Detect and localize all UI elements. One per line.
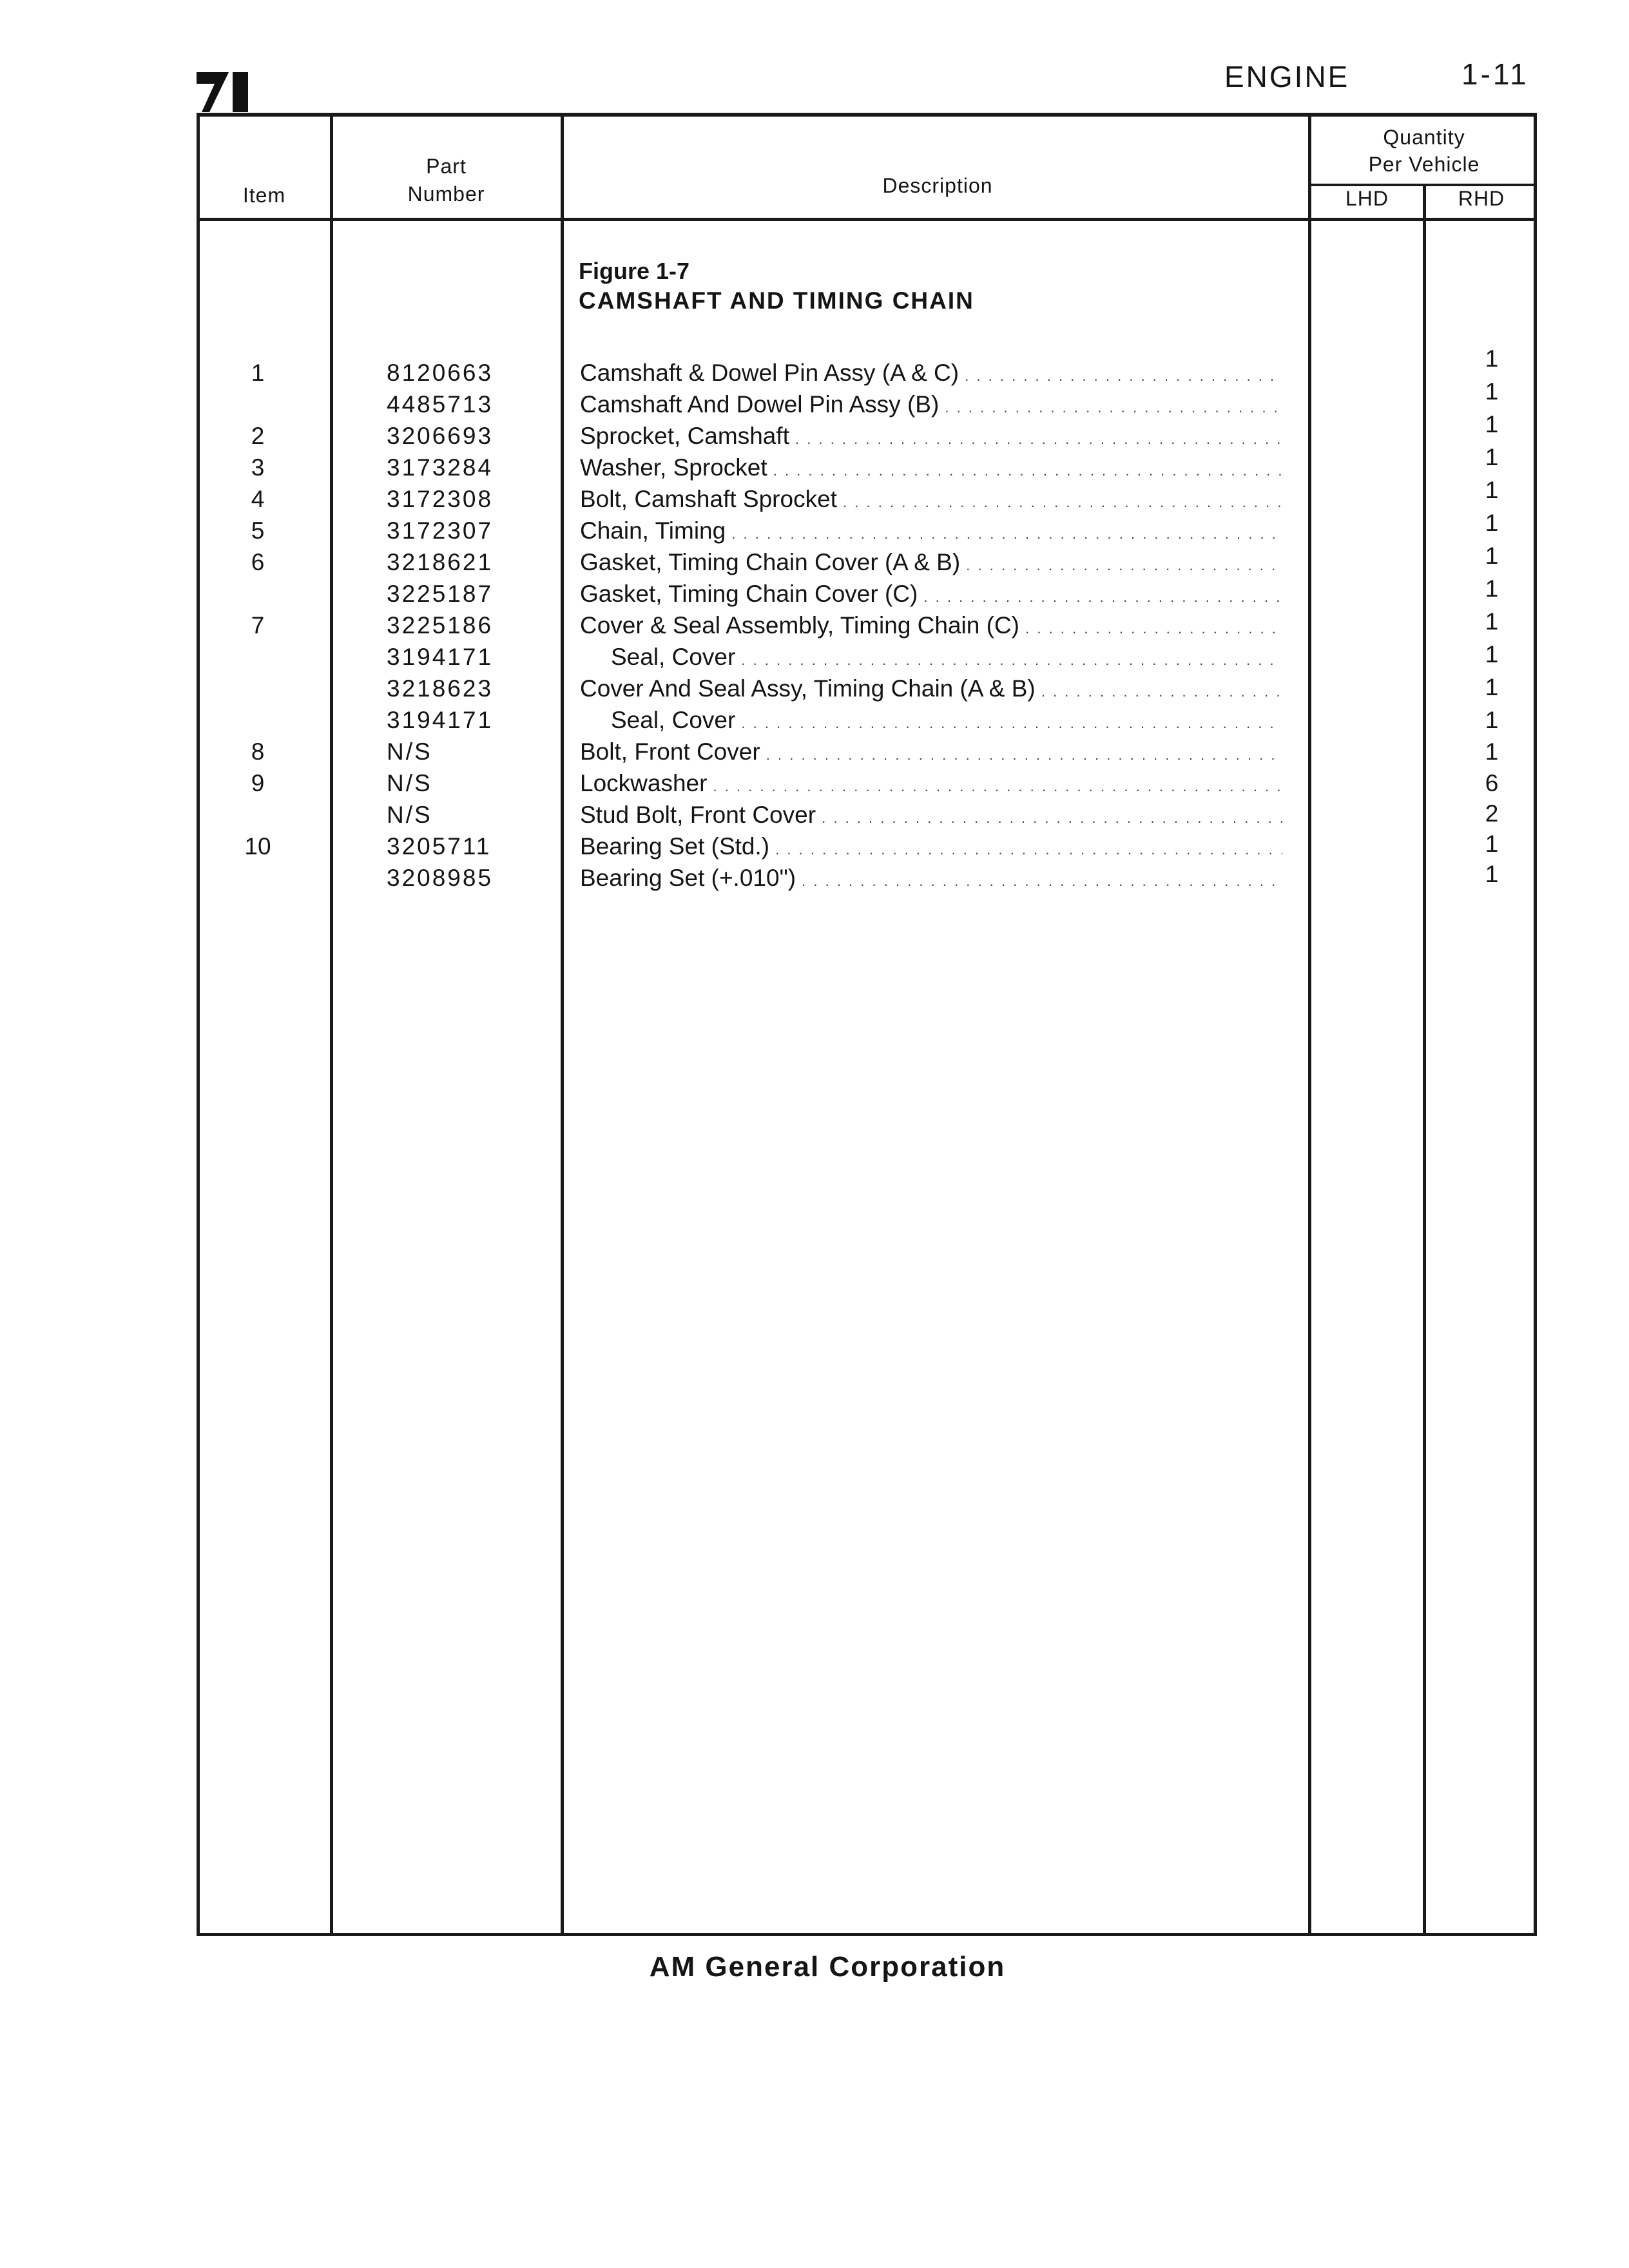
table-row <box>0 575 1629 611</box>
description: Seal, Cover . . . <box>580 707 1282 734</box>
table-row <box>0 608 1629 643</box>
part-number: 8120663 <box>387 360 494 386</box>
header-part-line2: Number <box>407 182 485 206</box>
item-number: 7 <box>251 612 265 639</box>
header-lhd: LHD <box>1345 187 1389 210</box>
description: Cover & Seal Assembly, Timing Chain (C) . . . <box>580 612 1282 639</box>
qty-rhd: 1 <box>1485 477 1499 503</box>
qty-rhd: 1 <box>1485 674 1499 700</box>
item-number: 2 <box>251 423 265 449</box>
part-number: 3208985 <box>387 865 494 891</box>
quantity-divider <box>1308 184 1537 186</box>
table-row <box>0 861 1629 896</box>
qty-rhd: 6 <box>1485 770 1499 796</box>
item-number: 6 <box>251 549 265 575</box>
qty-rhd: 1 <box>1485 641 1499 668</box>
qty-rhd: 1 <box>1485 345 1499 372</box>
description: Seal, Cover . . . <box>580 644 1282 671</box>
description: Washer, Sprocket . . . <box>580 454 1282 481</box>
description: Sprocket, Camshaft . . . <box>580 423 1282 450</box>
part-number: N/S <box>387 738 432 765</box>
header-divider <box>197 218 1537 221</box>
table-row <box>0 675 1629 706</box>
table-row <box>0 444 1629 485</box>
part-number: 3173284 <box>387 454 494 481</box>
part-number: 3206693 <box>387 423 494 449</box>
part-number: 3172307 <box>387 517 494 544</box>
part-number: 3194171 <box>387 644 494 670</box>
item-number: 1 <box>251 360 265 386</box>
item-number: 5 <box>251 517 265 544</box>
item-number: 9 <box>251 770 265 796</box>
table-row <box>0 345 1629 390</box>
part-number: 3225186 <box>387 612 494 639</box>
table-row <box>0 770 1629 801</box>
qty-rhd: 1 <box>1485 861 1499 887</box>
item-number: 8 <box>251 738 265 765</box>
header-quantity-line1: Quantity <box>1383 126 1465 149</box>
table-row <box>0 411 1629 454</box>
description: Lockwasher . . . <box>580 770 1282 797</box>
table-row <box>0 378 1629 422</box>
table-row <box>0 641 1629 675</box>
description: Bolt, Camshaft Sprocket . . . <box>580 486 1282 513</box>
qty-rhd: 2 <box>1485 800 1499 827</box>
part-number: 3218621 <box>387 549 494 575</box>
part-number: 4485713 <box>387 391 494 418</box>
am-general-logo-icon <box>197 72 251 112</box>
qty-rhd: 1 <box>1485 411 1499 437</box>
part-number: 3225187 <box>387 581 494 607</box>
part-number: 3205711 <box>387 833 492 860</box>
header-description: Description <box>882 174 993 197</box>
part-number: 3218623 <box>387 675 494 702</box>
publisher-footer: AM General Corporation <box>649 1951 1006 1983</box>
table-row <box>0 510 1629 548</box>
item-number: 10 <box>244 833 271 860</box>
qty-rhd: 1 <box>1485 378 1499 405</box>
item-number: 3 <box>251 454 265 481</box>
table-row <box>0 477 1629 517</box>
description: Gasket, Timing Chain Cover (A & B) . . . <box>580 549 1282 576</box>
header-item: Item <box>242 184 286 207</box>
qty-rhd: 1 <box>1485 608 1499 635</box>
qty-rhd: 1 <box>1485 543 1499 569</box>
description: Stud Bolt, Front Cover . . . <box>580 802 1282 829</box>
section-title: ENGINE <box>1224 60 1350 93</box>
description: Bolt, Front Cover . . . <box>580 738 1282 765</box>
qty-rhd: 1 <box>1485 707 1499 733</box>
part-number: N/S <box>387 770 432 796</box>
table-row <box>0 738 1629 769</box>
item-number: 4 <box>251 486 265 512</box>
qty-rhd: 1 <box>1485 738 1499 765</box>
part-number: 3172308 <box>387 486 494 512</box>
table-row <box>0 543 1629 580</box>
figure-title: CAMSHAFT AND TIMING CHAIN <box>579 287 974 314</box>
table-row <box>0 802 1629 832</box>
qty-rhd: 1 <box>1485 510 1499 536</box>
header-quantity-line2: Per Vehicle <box>1368 153 1480 176</box>
header-part-line1: Part <box>426 155 467 178</box>
description: Camshaft & Dowel Pin Assy (A & C) . . . <box>580 360 1282 387</box>
page-number: 1-11 <box>1461 57 1529 91</box>
description: Bearing Set (+.010") . . . <box>580 865 1282 892</box>
qty-rhd: 1 <box>1485 575 1499 602</box>
figure-label: Figure 1-7 <box>579 258 690 284</box>
qty-rhd: 1 <box>1485 444 1499 470</box>
description: Cover And Seal Assy, Timing Chain (A & B) . . . <box>580 675 1282 702</box>
table-row <box>0 833 1629 864</box>
table-row <box>0 707 1629 738</box>
part-number: 3194171 <box>387 707 494 733</box>
header-rhd: RHD <box>1458 187 1505 210</box>
description: Chain, Timing . . . <box>580 517 1282 544</box>
qty-rhd: 1 <box>1485 831 1499 857</box>
description: Bearing Set (Std.) . . . <box>580 833 1282 860</box>
part-number: N/S <box>387 802 432 828</box>
description: Camshaft And Dowel Pin Assy (B) . . . <box>580 391 1282 418</box>
description: Gasket, Timing Chain Cover (C) . . . <box>580 581 1282 608</box>
